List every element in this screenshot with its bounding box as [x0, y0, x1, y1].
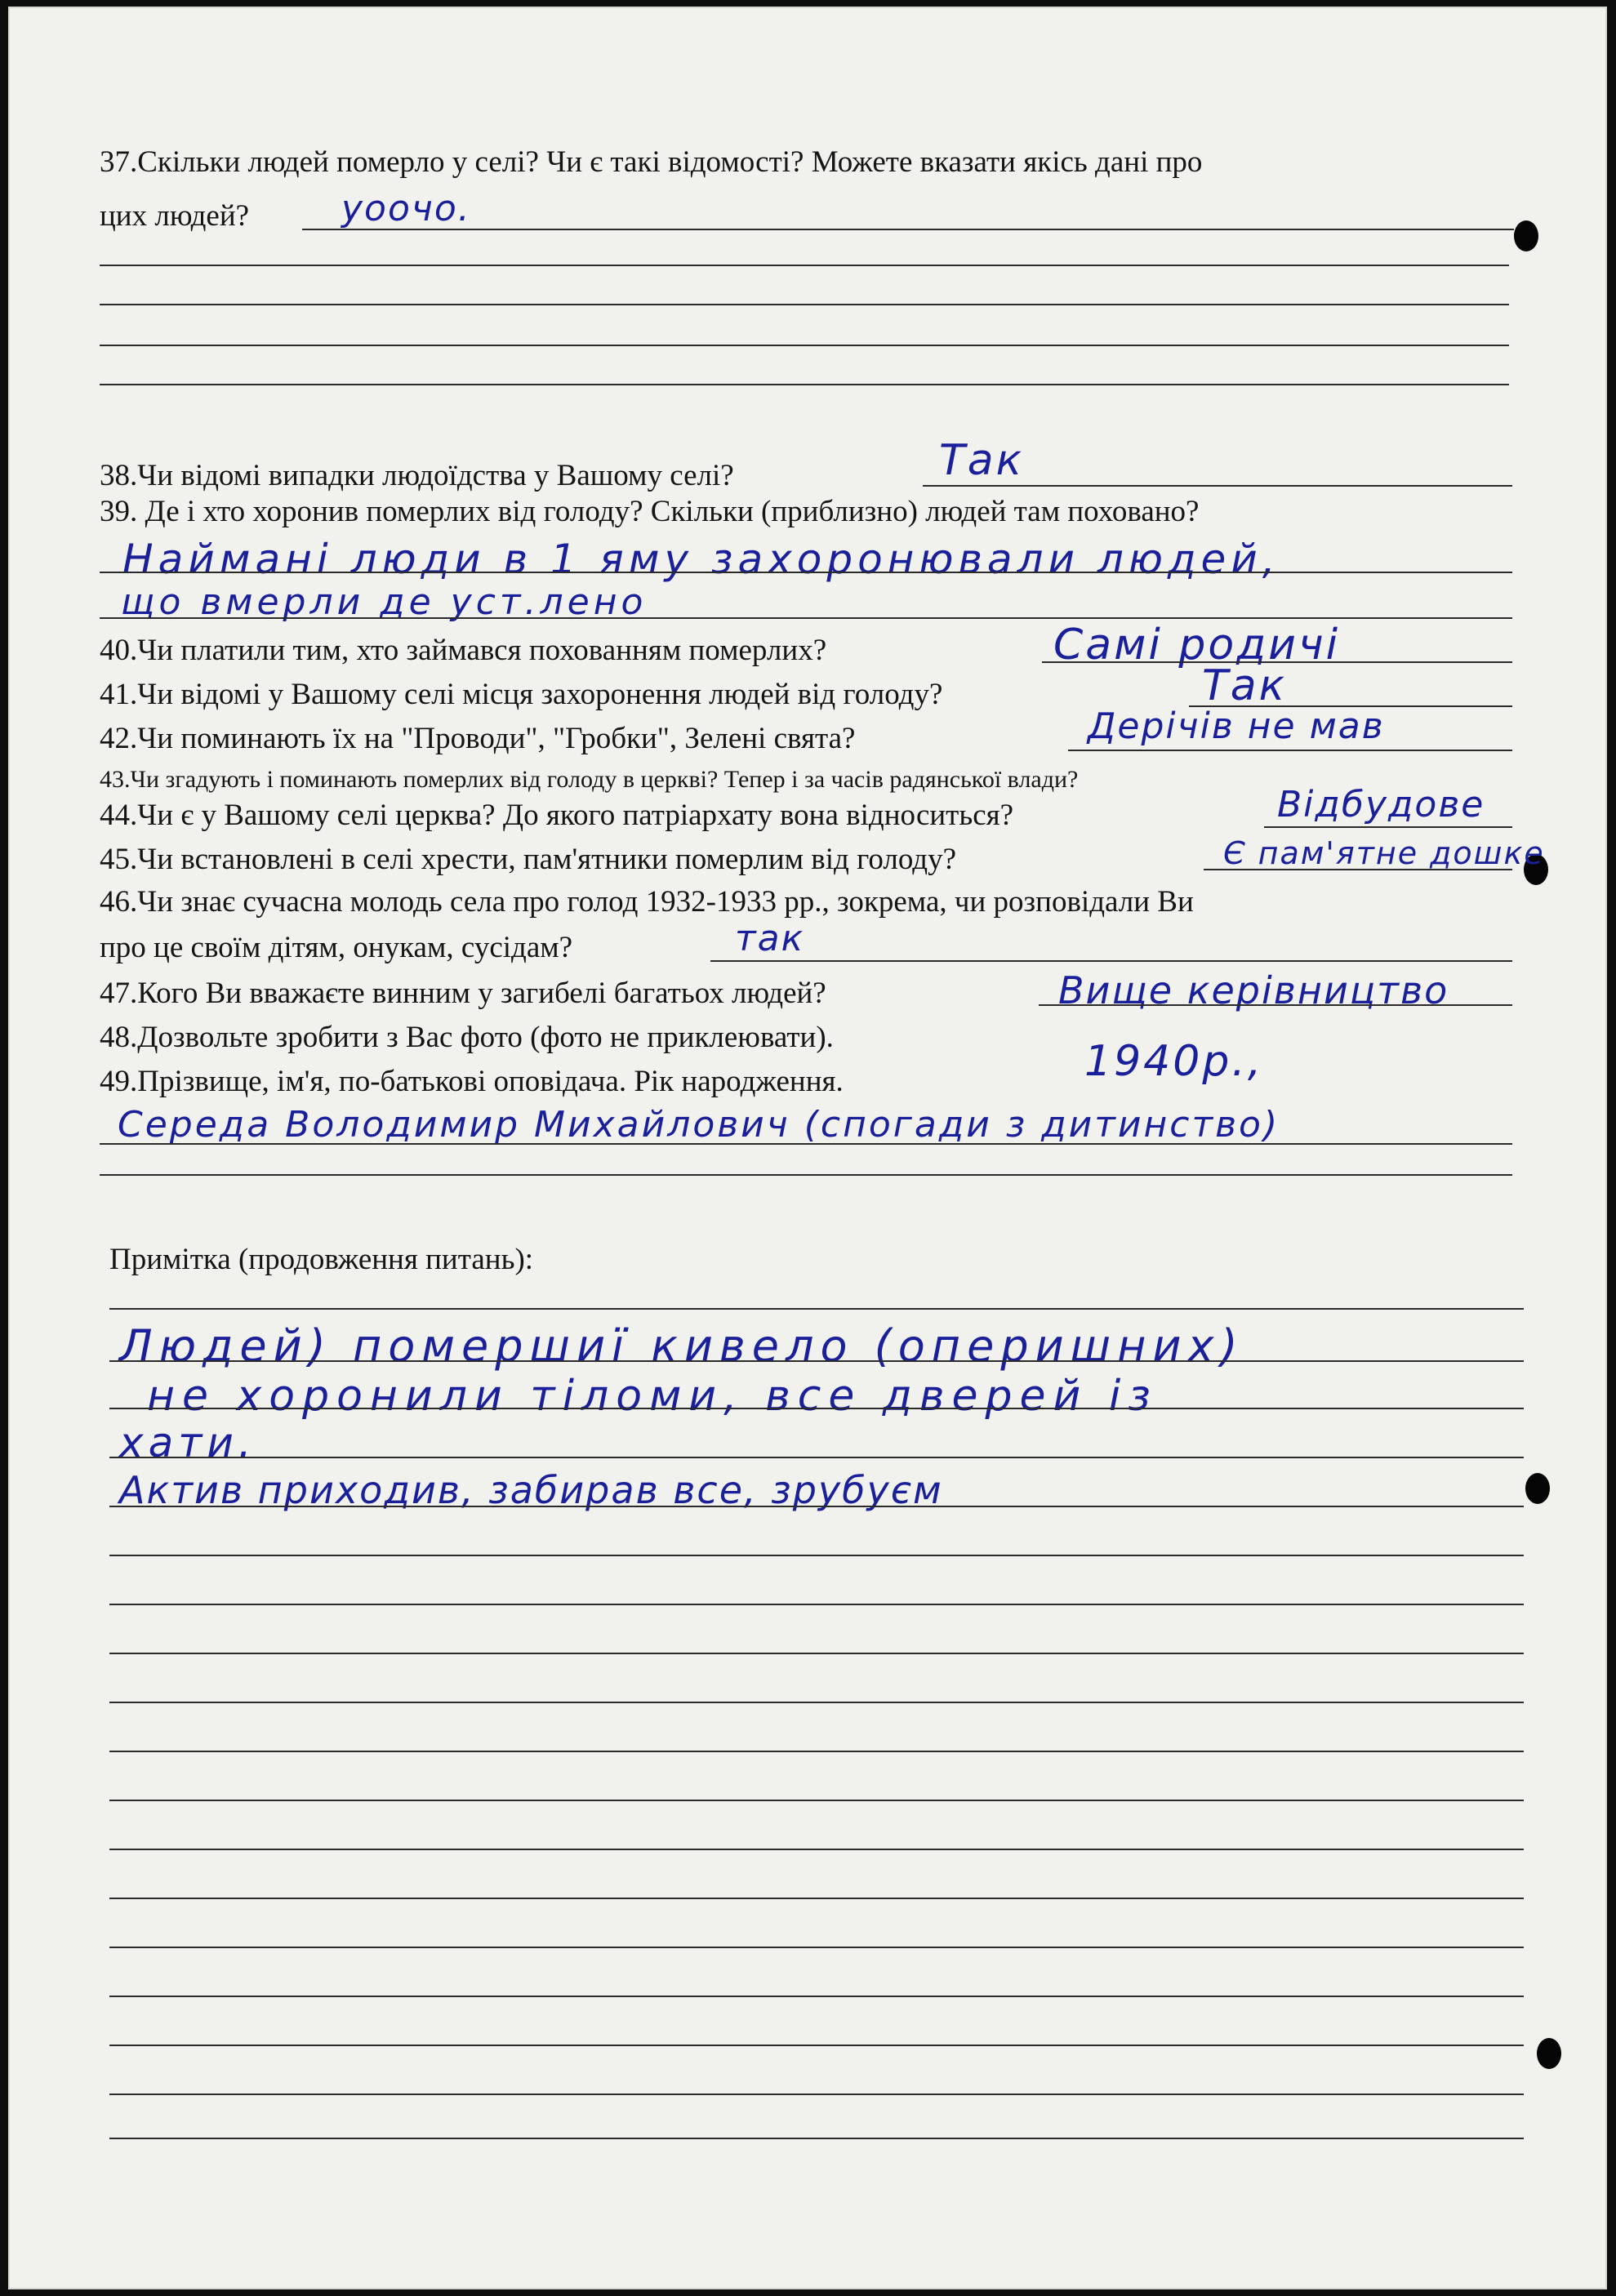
note-line	[109, 1506, 1524, 1507]
note-answer-line2: не хоронили тіломи, все дверей із	[147, 1372, 1158, 1421]
answer-47: Вище керівництво	[1058, 968, 1449, 1012]
question-46-line2: про це своїм дітям, онукам, сусідам?	[100, 931, 573, 964]
answer-line	[100, 1143, 1512, 1145]
note-line	[109, 1702, 1524, 1703]
answer-41: Так	[1202, 661, 1288, 710]
note-line	[109, 1996, 1524, 1997]
question-38: 38.Чи відомі випадки людоїдства у Вашому селі?	[100, 459, 734, 492]
answer-line	[302, 229, 1514, 230]
question-48: 48.Дозвольте зробити з Вас фото (фото не приклеювати).	[100, 1021, 834, 1054]
answer-line	[100, 345, 1509, 346]
note-line	[109, 1457, 1524, 1458]
binder-hole	[1525, 1473, 1550, 1504]
answer-44: Відбудове	[1277, 784, 1485, 825]
note-line	[109, 1408, 1524, 1409]
answer-line	[100, 304, 1509, 305]
note-line	[109, 2094, 1524, 2095]
answer-line	[100, 617, 1512, 619]
note-line	[109, 1653, 1524, 1654]
answer-39-line1: Наймані люди в 1 яму захоронювали людей,	[122, 536, 1280, 583]
binder-hole	[1537, 2038, 1561, 2069]
note-line	[109, 1751, 1524, 1752]
answer-line	[100, 1174, 1512, 1176]
question-46-line1: 46.Чи знає сучасна молодь села про голод 1932-1933 рр., зокрема, чи розповідали Ви	[100, 885, 1194, 919]
note-line	[109, 1360, 1524, 1362]
question-40: 40.Чи платили тим, хто займався похованням померлих?	[100, 634, 827, 667]
note-line	[109, 2138, 1524, 2139]
note-line	[109, 1898, 1524, 1899]
note-line	[109, 1555, 1524, 1556]
note-answer-line3: хати.	[119, 1419, 256, 1466]
answer-line	[1039, 1004, 1512, 1006]
question-41: 41.Чи відомі у Вашому селі місця захоронення людей від голоду?	[100, 678, 943, 711]
note-line	[109, 1604, 1524, 1605]
answer-49-year: 1940р.,	[1084, 1037, 1264, 1086]
answer-line	[1204, 869, 1512, 870]
note-line	[109, 1947, 1524, 1948]
note-answer-line4: Актив приходив, забирав все, зрубуєм	[119, 1468, 943, 1512]
question-44: 44.Чи є у Вашому селі церква? До якого патріархату вона відноситься?	[100, 799, 1014, 832]
note-line	[109, 1308, 1524, 1310]
answer-37: уоочо.	[341, 188, 471, 229]
question-37-line2: цих людей?	[100, 199, 250, 233]
question-43: 43.Чи згадують і поминають померлих від голоду в церкві? Тепер і за часів радянської влади?	[100, 766, 1079, 793]
question-42: 42.Чи поминають їх на "Проводи", "Гробки", Зелені свята?	[100, 722, 856, 755]
binder-hole	[1514, 220, 1538, 251]
answer-45: Є пам'ятне дошке	[1223, 835, 1545, 871]
note-line	[109, 2045, 1524, 2046]
answer-46: так	[735, 918, 805, 959]
answer-line	[1264, 826, 1512, 828]
answer-line	[710, 960, 1512, 962]
answer-49-name: Середа Володимир Михайлович (спогади з дитинство)	[118, 1104, 1280, 1146]
question-37-line1: 37.Скільки людей померло у селі? Чи є такі відомості? Можете вказати якісь дані про	[100, 145, 1203, 179]
question-49: 49.Прізвище, ім'я, по-батькові оповідача. Рік народження.	[100, 1065, 844, 1098]
note-line	[109, 1800, 1524, 1801]
answer-39-line2: що вмерли де уст.лено	[121, 581, 648, 623]
answer-38: Так	[939, 436, 1025, 485]
answer-line	[100, 384, 1509, 385]
answer-line	[1068, 750, 1512, 751]
answer-line	[100, 572, 1512, 573]
question-45: 45.Чи встановлені в селі хрести, пам'ятники померлим від голоду?	[100, 843, 957, 876]
note-answer-line1: Людей) помершиї кивело (оперишних)	[119, 1320, 1244, 1372]
answer-line	[100, 265, 1509, 266]
answer-40: Самі родичі	[1053, 621, 1341, 670]
answer-42: Дерічів не мав	[1088, 705, 1385, 747]
note-label: Примітка (продовження питань):	[109, 1243, 534, 1276]
question-39: 39. Де і хто хоронив померлих від голоду? Скільки (приблизно) людей там поховано?	[100, 495, 1200, 528]
question-47: 47.Кого Ви вважаєте винним у загибелі багатьох людей?	[100, 977, 826, 1010]
questionnaire-page	[8, 7, 1607, 2289]
answer-line	[923, 485, 1512, 487]
note-line	[109, 1849, 1524, 1850]
